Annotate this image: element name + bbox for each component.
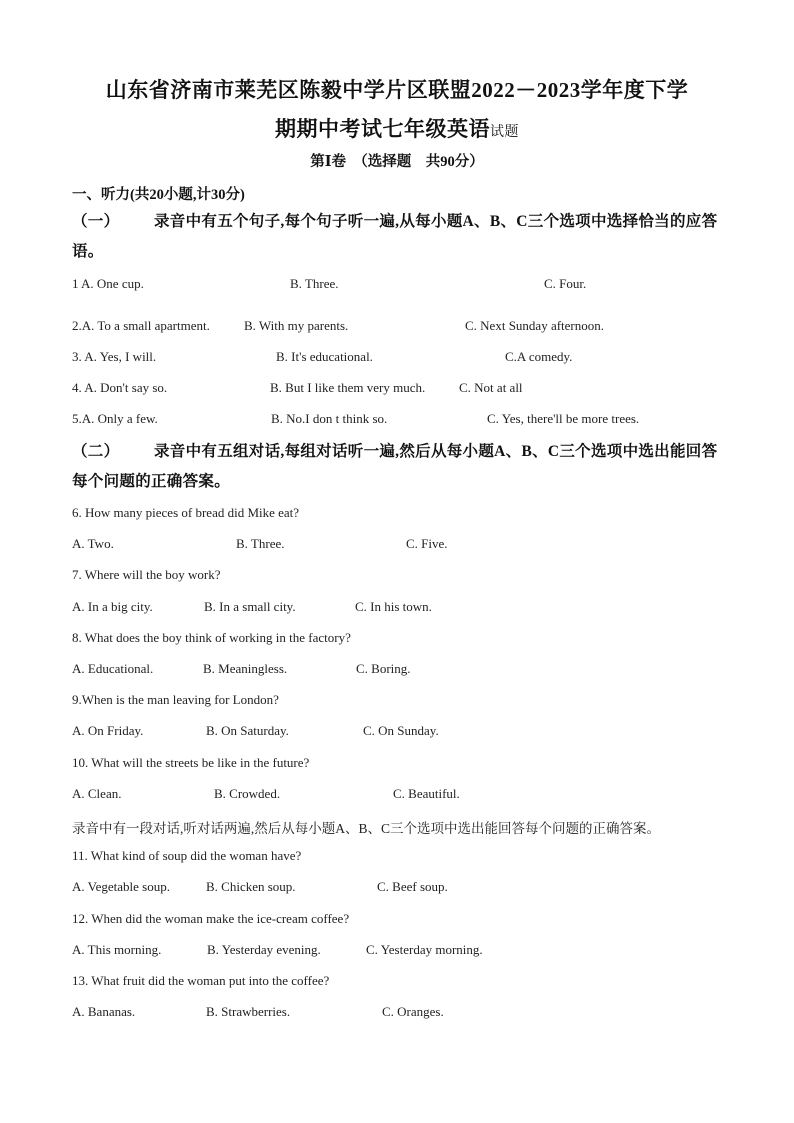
- q10-stem: 10. What will the streets be like in the future?: [72, 755, 310, 770]
- q5-option-c: C. Yes, there'll be more trees.: [487, 411, 640, 426]
- q9-option-c: C. On Sunday.: [363, 723, 439, 738]
- part2-prefix: （二）: [72, 443, 120, 460]
- q9-option-b: B. On Saturday.: [206, 723, 289, 738]
- q11-option-a: A. Vegetable soup.: [72, 879, 170, 894]
- q6-stem: 6. How many pieces of bread did Mike eat?: [72, 505, 300, 520]
- q8-option-b: B. Meaningless.: [203, 661, 288, 676]
- exam-title-line2-text: 期期中考试七年级英语: [275, 117, 490, 141]
- exam-title-suffix: 试题: [490, 125, 519, 140]
- q3-option-b: B. It's educational.: [276, 349, 373, 364]
- q1-option-b: B. Three.: [290, 276, 339, 291]
- q4-option-b: B. But I like them very much.: [270, 380, 426, 395]
- q12-option-b: B. Yesterday evening.: [207, 942, 321, 957]
- q1-option-c: C. Four.: [544, 276, 587, 291]
- q11-stem: 11. What kind of soup did the woman have?: [72, 848, 302, 863]
- q12-stem: 12. When did the woman make the ice-cream coffee?: [72, 911, 350, 926]
- q2-option-a: 2.A. To a small apartment.: [72, 318, 210, 333]
- part2-instruction-text: 录音中有五组对话,每组对话听一遍,然后从每小题A、B、C三个选项中选出能回答每个问题的正确答案。: [72, 443, 718, 490]
- exam-title-line1: 山东省济南市莱芜区陈毅中学片区联盟2022－2023学年度下学: [105, 78, 689, 102]
- q11-option-c: C. Beef soup.: [377, 879, 448, 894]
- section-heading-listening: 一、听力(共20小题,计30分): [72, 187, 245, 203]
- part3-instruction: 录音中有一段对话,听对话两遍,然后从每小题A、B、C三个选项中选出能回答每个问题的正确答案。: [72, 821, 661, 836]
- q2-option-b: B. With my parents.: [244, 318, 349, 333]
- q6-option-b: B. Three.: [236, 536, 285, 551]
- q13-option-b: B. Strawberries.: [206, 1004, 291, 1019]
- q10-option-a: A. Clean.: [72, 786, 122, 801]
- q3-option-c: C.A comedy.: [505, 349, 573, 364]
- q2-option-c: C. Next Sunday afternoon.: [465, 318, 605, 333]
- q11-option-b: B. Chicken soup.: [206, 879, 296, 894]
- q9-stem: 9.When is the man leaving for London?: [72, 692, 279, 707]
- part1-instruction: [72, 207, 732, 267]
- q7-option-a: A. In a big city.: [72, 599, 153, 614]
- q5-option-b: B. No.I don t think so.: [271, 411, 388, 426]
- part1-prefix: （一）: [72, 213, 120, 230]
- part1-instruction-text: 录音中有五个句子,每个句子听一遍,从每小题A、B、C三个选项中选择恰当的应答语。: [72, 213, 718, 260]
- q7-option-c: C. In his town.: [355, 599, 432, 614]
- q3-option-a: 3. A. Yes, I will.: [72, 349, 157, 364]
- q10-option-b: B. Crowded.: [214, 786, 281, 801]
- q5-option-a: 5.A. Only a few.: [72, 411, 158, 426]
- exam-title-line2: [0, 113, 794, 143]
- q9-option-a: A. On Friday.: [72, 723, 144, 738]
- q12-option-a: A. This morning.: [72, 942, 162, 957]
- q8-stem: 8. What does the boy think of working in the factory?: [72, 630, 351, 645]
- q1-option-a: 1 A. One cup.: [72, 276, 144, 291]
- q7-stem: 7. Where will the boy work?: [72, 567, 221, 582]
- q6-option-c: C. Five.: [406, 536, 448, 551]
- q12-option-c: C. Yesterday morning.: [366, 942, 483, 957]
- q10-option-c: C. Beautiful.: [393, 786, 460, 801]
- q6-option-a: A. Two.: [72, 536, 114, 551]
- q4-option-a: 4. A. Don't say so.: [72, 380, 168, 395]
- q13-stem: 13. What fruit did the woman put into the coffee?: [72, 973, 330, 988]
- volume-label: 第Ⅰ卷 （选择题 共90分）: [310, 154, 484, 170]
- q13-option-a: A. Bananas.: [72, 1004, 136, 1019]
- part2-instruction: [72, 437, 732, 497]
- q7-option-b: B. In a small city.: [204, 599, 296, 614]
- q8-option-a: A. Educational.: [72, 661, 154, 676]
- q13-option-c: C. Oranges.: [382, 1004, 444, 1019]
- q4-option-c: C. Not at all: [459, 380, 523, 395]
- q8-option-c: C. Boring.: [356, 661, 411, 676]
